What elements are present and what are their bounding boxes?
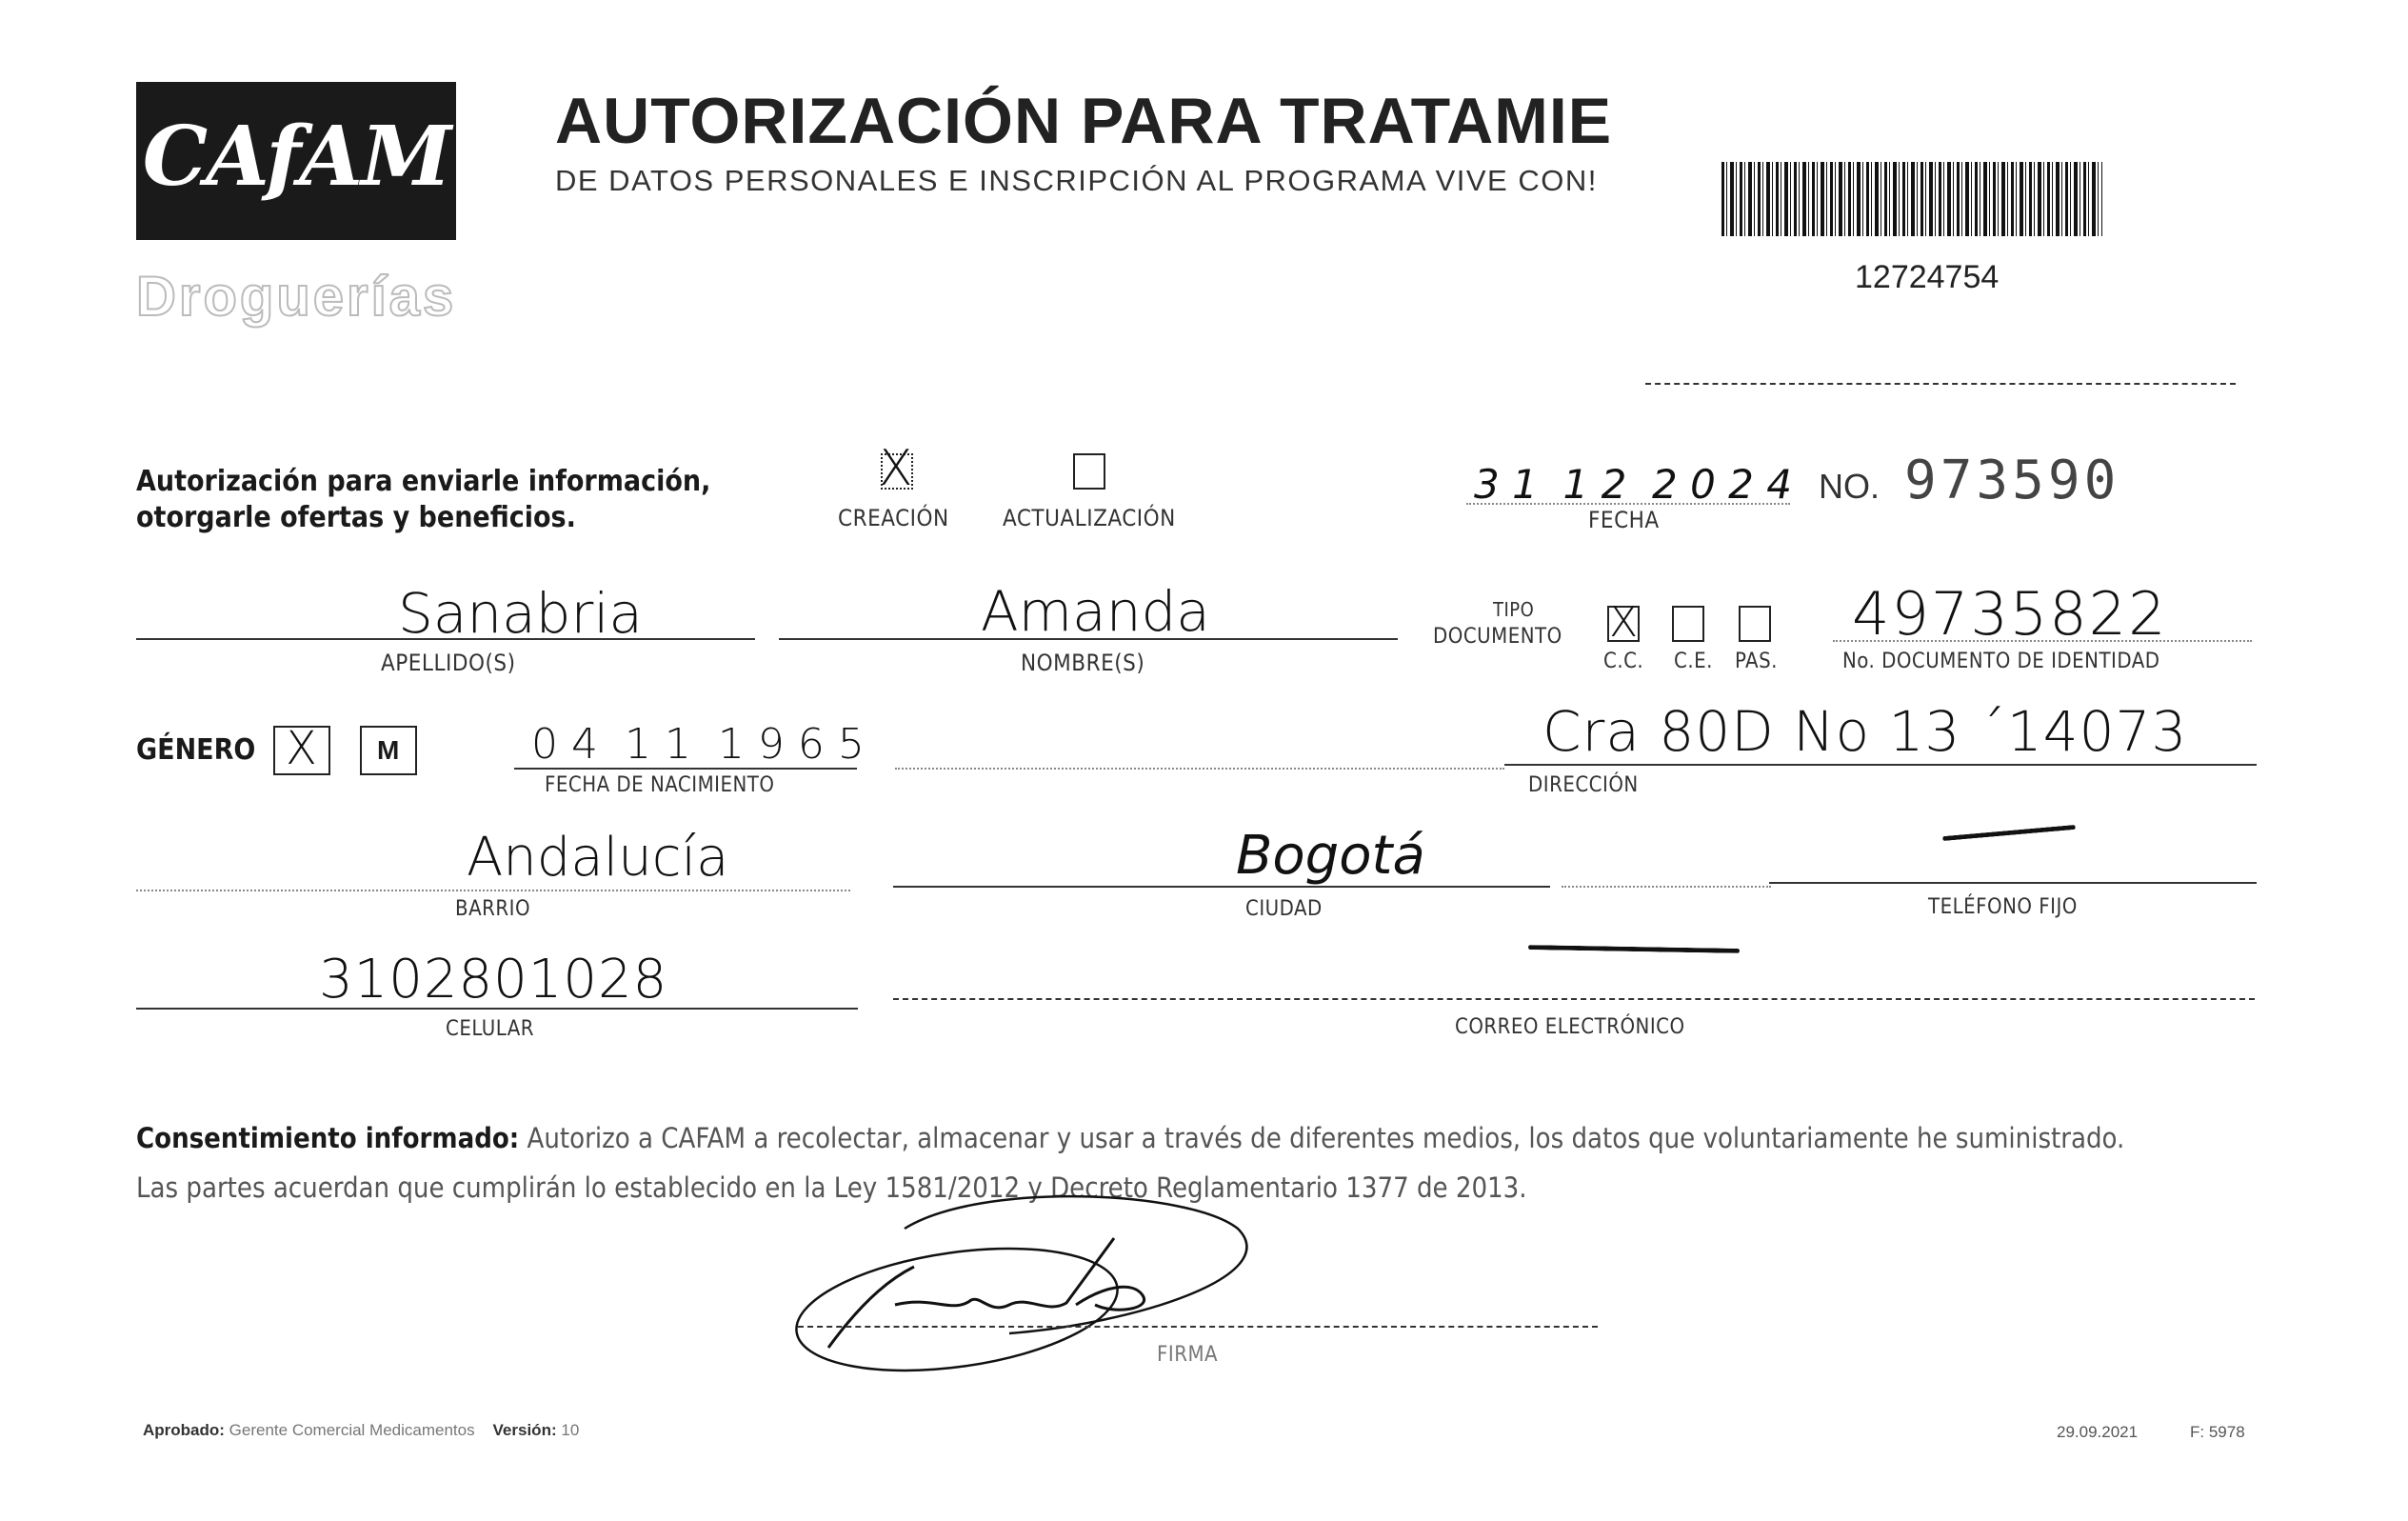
- signature-line: [798, 1326, 1598, 1328]
- doc-cc-mark: X: [1609, 598, 1639, 647]
- date-line: [1466, 503, 1790, 505]
- surname-label: APELLIDO(S): [381, 650, 516, 676]
- doc-pas-label: PAS.: [1735, 650, 1778, 673]
- update-label: ACTUALIZACIÓN: [1003, 505, 1176, 531]
- address-value: Cra 80D No 13 ´14073: [1542, 699, 2188, 764]
- name-label: NOMBRE(S): [1021, 650, 1145, 676]
- logo-block: [136, 82, 456, 240]
- barcode-dashed-line: [1645, 383, 2236, 385]
- doc-type-label-2: DOCUMENTO: [1433, 625, 1562, 649]
- gender-f-mark: X: [286, 722, 317, 775]
- consent-text-line2: Las partes acuerdan que cumplirán lo establecido en la Ley 1581/2012 y Decreto Reglamentario 1377 de 2013.: [136, 1171, 1527, 1204]
- doc-number-label: No. DOCUMENTO DE IDENTIDAD: [1842, 650, 2160, 673]
- name-value: Amanda: [981, 579, 1210, 644]
- footer-code: F: 5978: [2190, 1423, 2245, 1441]
- gender-label: GÉNERO: [136, 733, 256, 767]
- birth-label: FECHA DE NACIMIENTO: [545, 773, 775, 797]
- mobile-label: CELULAR: [446, 1017, 535, 1041]
- barcode: [1721, 162, 2102, 236]
- footer-approved: [143, 1421, 579, 1440]
- doc-pas-checkbox[interactable]: [1739, 606, 1771, 642]
- city-label: CIUDAD: [1245, 897, 1323, 921]
- doc-number-value: 49735822: [1852, 579, 2168, 649]
- doc-number-line: [1833, 640, 2252, 642]
- creation-mark: X: [879, 440, 913, 497]
- authorization-heading-line2: otorgarle ofertas y beneficios.: [136, 501, 576, 534]
- doc-type-label-1: TIPO: [1493, 598, 1535, 621]
- phone-line: [1769, 882, 2257, 884]
- form-title: AUTORIZACIÓN PARA TRATAMIE: [555, 85, 1613, 157]
- date-label: FECHA: [1588, 507, 1660, 533]
- footer-date: 29.09.2021: [2057, 1423, 2139, 1441]
- city-line: [893, 886, 1550, 888]
- approved-value: Gerente Comercial Medicamentos: [229, 1421, 475, 1439]
- version-value: 10: [561, 1421, 580, 1439]
- form-number: 973590: [1904, 450, 2120, 511]
- barcode-number: 12724754: [1855, 259, 2000, 295]
- address-label: DIRECCIÓN: [1528, 773, 1639, 797]
- phone-label: TELÉFONO FIJO: [1928, 895, 2078, 919]
- address-line: [1504, 764, 2257, 766]
- date-value: 3 1 1 2 2 0 2 4: [1474, 461, 1792, 508]
- approved-label: Aprobado:: [143, 1421, 225, 1439]
- logo-subtext: Droguerías: [136, 266, 457, 328]
- email-dash-mark: [1528, 945, 1740, 953]
- form-subtitle: DE DATOS PERSONALES E INSCRIPCIÓN AL PROGRAMA VIVE CON!: [555, 164, 1598, 197]
- doc-cc-label: C.C.: [1603, 650, 1644, 673]
- neighborhood-line: [136, 890, 850, 891]
- phone-dash-mark: [1942, 825, 2076, 841]
- city-value: Bogotá: [1236, 825, 1425, 887]
- no-label: NO.: [1819, 467, 1881, 506]
- birth-line: [514, 768, 857, 770]
- creation-label: CREACIÓN: [838, 505, 949, 531]
- doc-ce-checkbox[interactable]: [1672, 606, 1704, 642]
- version-label: Versión:: [492, 1421, 557, 1439]
- consent-text-line1: Autorizo a CAFAM a recolectar, almacenar y usar a través de diferentes medios, los datos que voluntariamente he suministrado.: [527, 1122, 2125, 1154]
- authorization-heading-line1: Autorización para enviarle información,: [136, 465, 711, 498]
- mobile-line: [136, 1008, 858, 1010]
- signature-label: FIRMA: [1157, 1343, 1219, 1367]
- surname-value: Sanabria: [398, 581, 643, 646]
- email-label: CORREO ELECTRÓNICO: [1455, 1015, 1685, 1039]
- consent-line1: [136, 1122, 2259, 1154]
- surname-line: [136, 638, 755, 640]
- name-line: [779, 638, 1398, 640]
- mobile-value: 3102801028: [319, 949, 668, 1011]
- email-line: [893, 998, 2255, 1000]
- update-checkbox[interactable]: [1073, 453, 1105, 490]
- city-dotted-extend: [1562, 886, 1771, 888]
- birth-value: 0 4 1 1 1 9 6 5: [531, 720, 865, 769]
- doc-ce-label: C.E.: [1674, 650, 1713, 673]
- consent-heading: Consentimiento informado:: [136, 1122, 520, 1154]
- birth-dotted-extend: [895, 768, 1504, 770]
- gender-m-label: M: [377, 735, 400, 765]
- logo-text: CAfAM: [142, 109, 450, 205]
- neighborhood-value: Andalucía: [467, 827, 729, 889]
- neighborhood-label: BARRIO: [455, 897, 531, 921]
